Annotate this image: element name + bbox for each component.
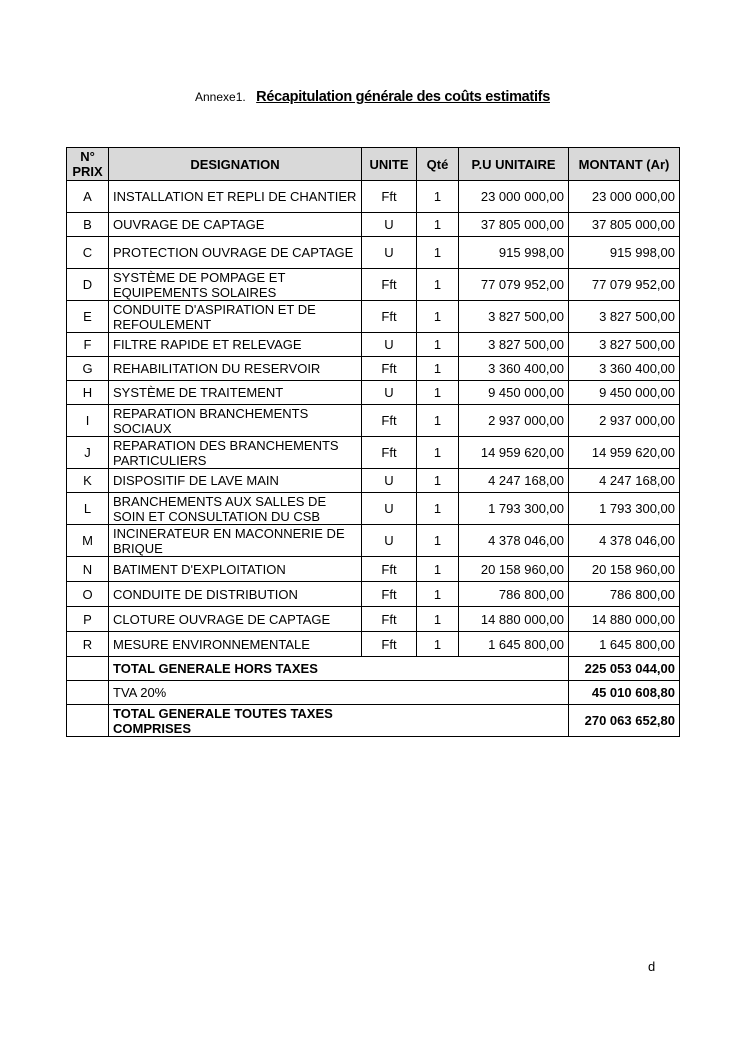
table-row [67,525,680,557]
cell-montant: 37 805 000,00 [569,213,680,237]
empty-cell [67,705,109,737]
cell-designation: FILTRE RAPIDE ET RELEVAGE [109,333,362,357]
cell-qte: 1 [417,437,459,469]
empty-cell [67,657,109,681]
cell-no: E [67,301,109,333]
cell-no: B [67,213,109,237]
tva-value: 45 010 608,80 [569,681,680,705]
cell-unite: U [362,333,417,357]
cell-pu: 3 827 500,00 [459,301,569,333]
header-designation: DESIGNATION [109,148,362,181]
cell-no: G [67,357,109,381]
cell-qte: 1 [417,213,459,237]
cell-qte: 1 [417,632,459,657]
cell-unite: U [362,493,417,525]
cell-unite: Fft [362,607,417,632]
cell-designation: REHABILITATION DU RESERVOIR [109,357,362,381]
header-unite: UNITE [362,148,417,181]
cell-montant: 1 793 300,00 [569,493,680,525]
table-header-row [67,148,680,181]
table-row [67,557,680,582]
table-row [67,181,680,213]
cell-designation: BATIMENT D'EXPLOITATION [109,557,362,582]
cell-montant: 915 998,00 [569,237,680,269]
cell-no: I [67,405,109,437]
cell-no: P [67,607,109,632]
cell-pu: 3 360 400,00 [459,357,569,381]
table-row [67,607,680,632]
cell-pu: 14 959 620,00 [459,437,569,469]
page-number: d [648,959,656,974]
cell-unite: Fft [362,405,417,437]
cell-pu: 4 247 168,00 [459,469,569,493]
cell-pu: 14 880 000,00 [459,607,569,632]
cell-pu: 786 800,00 [459,582,569,607]
cell-unite: Fft [362,181,417,213]
cell-montant: 2 937 000,00 [569,405,680,437]
cell-no: D [67,269,109,301]
total-ht-label: TOTAL GENERALE HORS TAXES [109,657,569,681]
cell-no: A [67,181,109,213]
cell-no: K [67,469,109,493]
cell-montant: 3 827 500,00 [569,333,680,357]
cell-no: F [67,333,109,357]
cell-designation: CONDUITE D'ASPIRATION ET DE REFOULEMENT [109,301,362,333]
cell-montant: 14 959 620,00 [569,437,680,469]
cell-pu: 1 645 800,00 [459,632,569,657]
cell-unite: Fft [362,269,417,301]
cell-pu: 2 937 000,00 [459,405,569,437]
annex-label: Annexe1. [195,90,246,104]
table-row [67,582,680,607]
cell-designation: DISPOSITIF DE LAVE MAIN [109,469,362,493]
cell-montant: 77 079 952,00 [569,269,680,301]
cell-no: N [67,557,109,582]
cell-pu: 915 998,00 [459,237,569,269]
header-montant: MONTANT (Ar) [569,148,680,181]
cell-unite: U [362,381,417,405]
cell-unite: Fft [362,632,417,657]
table-row [67,493,680,525]
tva-row [67,681,680,705]
table-row [67,333,680,357]
cell-designation: REPARATION BRANCHEMENTS SOCIAUX [109,405,362,437]
cell-designation: INSTALLATION ET REPLI DE CHANTIER [109,181,362,213]
cell-pu: 1 793 300,00 [459,493,569,525]
cell-pu: 4 378 046,00 [459,525,569,557]
tva-label: TVA 20% [109,681,569,705]
empty-cell [67,681,109,705]
cell-montant: 4 378 046,00 [569,525,680,557]
table-row [67,632,680,657]
cell-pu: 20 158 960,00 [459,557,569,582]
cell-qte: 1 [417,181,459,213]
cell-qte: 1 [417,607,459,632]
cost-summary-table [66,147,680,737]
cell-qte: 1 [417,333,459,357]
cell-designation: BRANCHEMENTS AUX SALLES DE SOIN ET CONSULTATION DU CSB [109,493,362,525]
cell-designation: CLOTURE OUVRAGE DE CAPTAGE [109,607,362,632]
cell-qte: 1 [417,469,459,493]
cell-qte: 1 [417,237,459,269]
total-ht-row [67,657,680,681]
document-title [0,88,745,106]
cell-unite: Fft [362,582,417,607]
cell-designation: CONDUITE DE DISTRIBUTION [109,582,362,607]
cell-qte: 1 [417,301,459,333]
total-ht-value: 225 053 044,00 [569,657,680,681]
cell-montant: 1 645 800,00 [569,632,680,657]
cell-unite: U [362,525,417,557]
cell-unite: Fft [362,437,417,469]
table-row [67,213,680,237]
cell-designation: MESURE ENVIRONNEMENTALE [109,632,362,657]
table-row [67,437,680,469]
table-row [67,301,680,333]
cell-qte: 1 [417,557,459,582]
cell-unite: Fft [362,301,417,333]
table-row [67,405,680,437]
cell-unite: U [362,469,417,493]
total-ttc-label: TOTAL GENERALE TOUTES TAXES COMPRISES [109,705,569,737]
cell-qte: 1 [417,269,459,301]
cell-pu: 9 450 000,00 [459,381,569,405]
cell-montant: 3 360 400,00 [569,357,680,381]
table-row [67,269,680,301]
cell-qte: 1 [417,493,459,525]
cell-designation: SYSTÈME DE POMPAGE ET EQUIPEMENTS SOLAIRES [109,269,362,301]
cell-no: R [67,632,109,657]
cell-pu: 3 827 500,00 [459,333,569,357]
cell-unite: Fft [362,357,417,381]
cell-no: J [67,437,109,469]
cell-unite: U [362,237,417,269]
cell-montant: 23 000 000,00 [569,181,680,213]
total-ttc-row [67,705,680,737]
cell-no: C [67,237,109,269]
cell-unite: Fft [362,557,417,582]
table-row [67,381,680,405]
cell-pu: 23 000 000,00 [459,181,569,213]
cell-montant: 9 450 000,00 [569,381,680,405]
cell-no: L [67,493,109,525]
cell-designation: PROTECTION OUVRAGE DE CAPTAGE [109,237,362,269]
table-row [67,357,680,381]
cell-designation: OUVRAGE DE CAPTAGE [109,213,362,237]
cell-no: H [67,381,109,405]
cell-qte: 1 [417,582,459,607]
header-qte: Qté [417,148,459,181]
cell-montant: 4 247 168,00 [569,469,680,493]
cell-designation: SYSTÈME DE TRAITEMENT [109,381,362,405]
table-row [67,237,680,269]
table-row [67,469,680,493]
cell-designation: INCINERATEUR EN MACONNERIE DE BRIQUE [109,525,362,557]
cell-qte: 1 [417,381,459,405]
header-no-prix: N° PRIX [67,148,109,181]
cell-no: O [67,582,109,607]
header-pu: P.U UNITAIRE [459,148,569,181]
cell-montant: 3 827 500,00 [569,301,680,333]
cell-qte: 1 [417,525,459,557]
cell-unite: U [362,213,417,237]
cell-pu: 77 079 952,00 [459,269,569,301]
title-heading: Récapitulation générale des coûts estimatifs [256,89,550,105]
cell-montant: 786 800,00 [569,582,680,607]
cell-pu: 37 805 000,00 [459,213,569,237]
cell-montant: 20 158 960,00 [569,557,680,582]
cell-designation: REPARATION DES BRANCHEMENTS PARTICULIERS [109,437,362,469]
cell-montant: 14 880 000,00 [569,607,680,632]
cell-no: M [67,525,109,557]
cell-qte: 1 [417,405,459,437]
cell-qte: 1 [417,357,459,381]
total-ttc-value: 270 063 652,80 [569,705,680,737]
